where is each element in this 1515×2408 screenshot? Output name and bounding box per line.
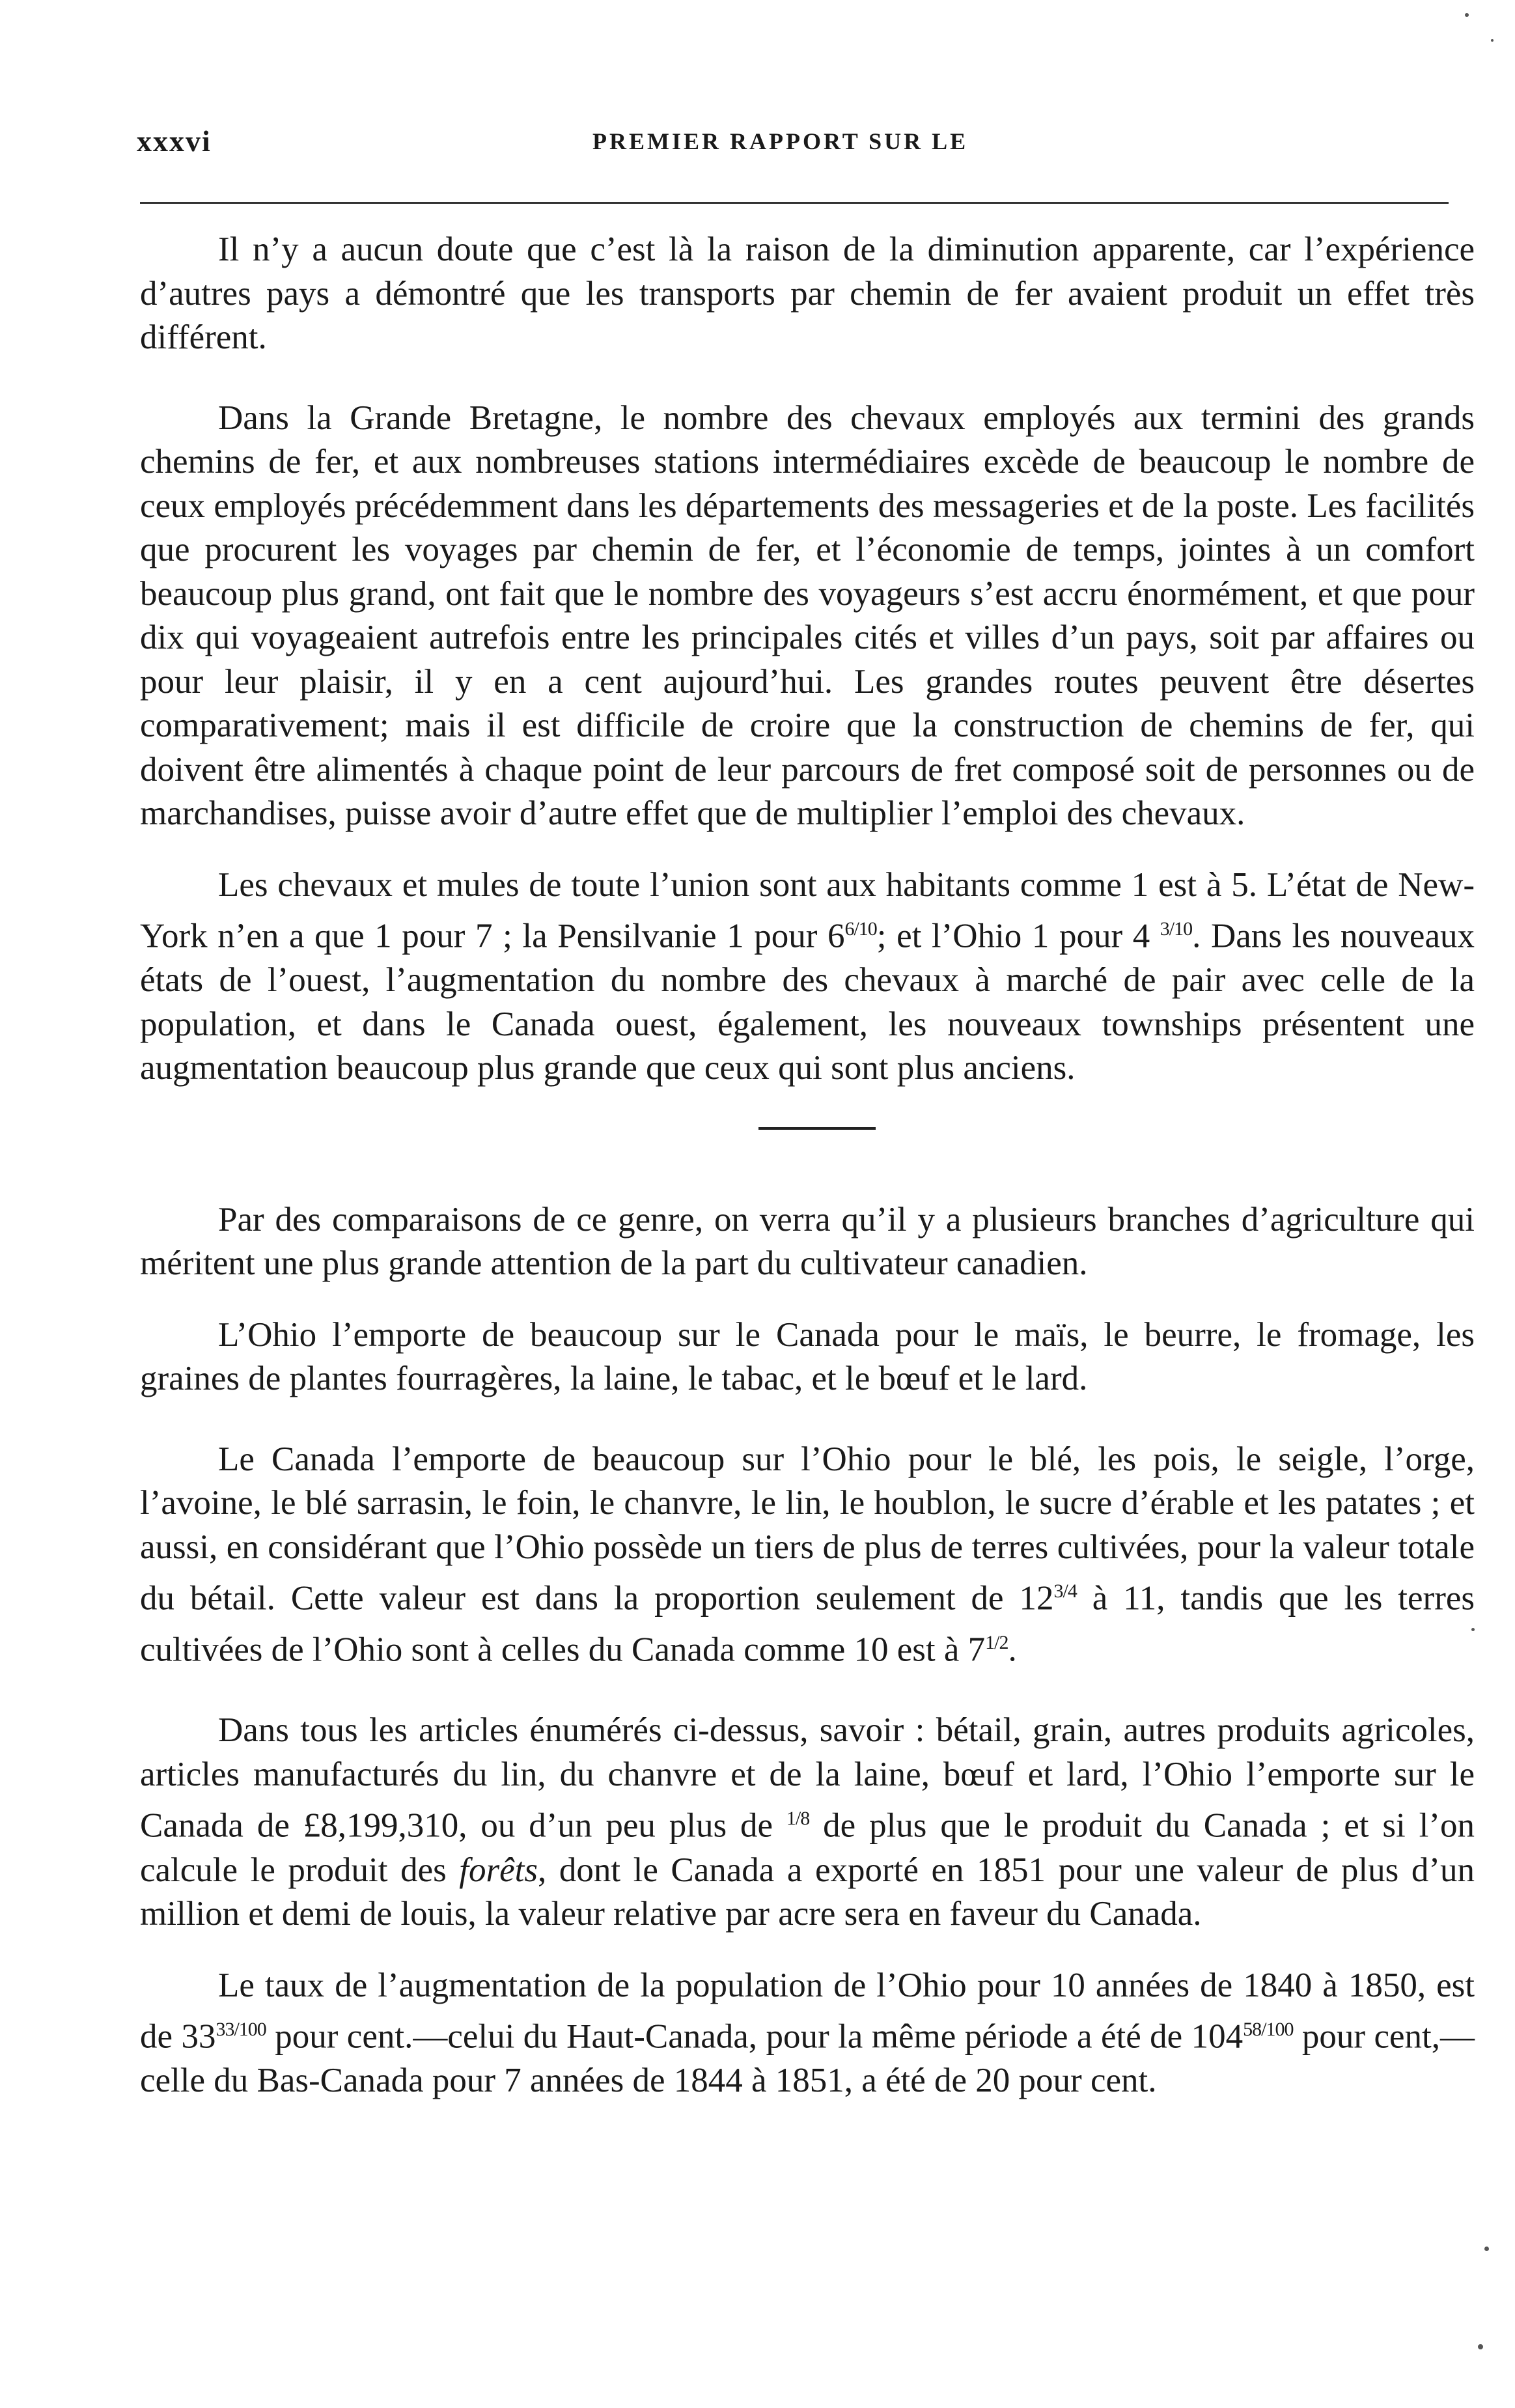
section-divider	[758, 1127, 876, 1130]
paragraph-comparisons: Par des comparaisons de ce genre, on verra qu’il y a plusieurs branches d’agriculture qui méritent une plus grande attention de la part du cultivateur canadien.	[140, 1200, 1475, 1283]
paragraph-railway-diminution: Il n’y a aucun doute que c’est là la raison de la diminution apparente, car l’expérience d’autres pays a démontré que les transports par chemin de fer avaient produit un effet très différent.	[140, 231, 1475, 356]
paragraph-canada-leads	[140, 1438, 1475, 1673]
scan-speck	[1478, 2344, 1483, 2349]
horses-ratio-text-1: Les chevaux et mules de toute l’union sont aux habitants comme 1 est à 5. L’état de New-York n’en a que 1 pour 7 ; la Pensilvanie 1 pour 6	[140, 865, 1475, 955]
scan-speck	[1484, 2247, 1489, 2251]
canada-leads-text-3: .	[1008, 1631, 1017, 1669]
articles-text-1: Dans tous les articles énumérés ci-dessus, savoir : bétail, grain, autres produits agricoles, articles manufacturés du lin, du chanvre et de la laine, bœuf et lard, l’Ohio l’emporte sur le Canada de £8,199,310, ou d’un peu plus de	[140, 1711, 1475, 1845]
paragraph-articles-enumerated	[140, 1709, 1475, 1936]
canada-leads-text-1: Le Canada l’emporte de beaucoup sur l’Ohio pour le blé, les pois, le seigle, l’orge, l’avoine, le blé sarrasin, le foin, le chanvre, le lin, le houblon, le sucre d’érable et les patates ; et aussi, en considérant que l’Ohio possède un tiers de plus de terres cultivées, pour la valeur totale du bétail. Cette valeur est dans la proportion seulement de 12	[140, 1440, 1475, 1617]
paragraph-ohio-leads: L’Ohio l’emporte de beaucoup sur le Canada pour le maïs, le beurre, le fromage, les graines de plantes fourragères, la laine, le tabac, et le bœuf et le lard.	[140, 1315, 1475, 1398]
fraction-pensilvanie: 6/10	[844, 918, 877, 940]
fraction-thirty-three: 33/100	[215, 2019, 266, 2041]
paragraph-population-increase	[140, 1964, 1475, 2103]
page-number: xxxvi	[137, 124, 212, 158]
articles-text-3: , dont le Canada a exporté en 1851 pour une valeur de plus d’un million et demi de louis, la valeur relative par acre sera en faveur du Canada.	[140, 1851, 1475, 1933]
fraction-fifty-eight: 58/100	[1243, 2019, 1294, 2041]
horses-ratio-text-3: . Dans les nouveaux états de l’ouest, l’augmentation du nombre des chevaux à marché de pair avec celle de la population, et dans le Canada ouest, également, les nouveaux townships présentent une augmentation beaucoup plus grande que ceux qui sont plus anciens.	[140, 917, 1475, 1087]
italic-forets: forêts	[459, 1851, 538, 1889]
fraction-seven-half: 1/2	[985, 1632, 1008, 1654]
fraction-twelve-three-quarters: 3/4	[1053, 1580, 1077, 1603]
scan-speck	[1471, 1628, 1475, 1631]
fraction-one-eighth: 1/8	[786, 1808, 810, 1830]
population-text-3: pour cent,—celle du Bas-Canada pour 7 années de 1844 à 1851, a été de 20 pour cent.	[140, 2017, 1475, 2100]
articles-text-2: de plus que le produit du Canada ; et si l’on calcule le produit des	[140, 1807, 1475, 1889]
scan-speck	[1465, 13, 1469, 17]
running-title: PREMIER RAPPORT SUR LE	[592, 128, 969, 154]
horses-ratio-text-2: ; et l’Ohio 1 pour 4	[876, 917, 1160, 955]
population-text-2: pour cent.—celui du Haut-Canada, pour la même période a été de 104	[266, 2017, 1244, 2056]
page-header	[137, 124, 1452, 163]
header-rule	[140, 202, 1449, 204]
paragraph-horses-ratio	[140, 863, 1475, 1091]
body-text	[140, 228, 1475, 2140]
paragraph-great-britain-horses: Dans la Grande Bretagne, le nombre des chevaux employés aux termini des grands chemins de fer, et aux nombreuses stations intermédiaires excède de beaucoup le nombre de ceux employés précédemment dans les départements des messageries et de la poste. Les facilités que procurent les voyages par chemin de fer, et l’économie de temps, jointes à un comfort beaucoup plus grand, ont fait que le nombre des voyageurs s’est accru énormément, et que pour dix qui voyageaient autrefois entre les principales cités et villes d’un pays, soit par affaires ou pour leur plaisir, il y en a cent aujourd’hui. Les grandes routes peuvent être désertes comparativement; mais il est difficile de croire que la construction de chemins de fer, qui doivent être alimentés à chaque point de leur parcours de fret composé soit de personnes ou de marchandises, puisse avoir d’autre effet que de multiplier l’emploi des chevaux.	[140, 399, 1475, 832]
canada-leads-text-2: à 11, tandis que les terres cultivées de l’Ohio sont à celles du Canada comme 10 est à 7	[140, 1579, 1475, 1669]
population-text-1: Le taux de l’augmentation de la population de l’Ohio pour 10 années de 1840 à 1850, est de 33	[140, 1966, 1475, 2056]
scan-speck	[1491, 39, 1494, 42]
fraction-ohio: 3/10	[1160, 918, 1193, 940]
